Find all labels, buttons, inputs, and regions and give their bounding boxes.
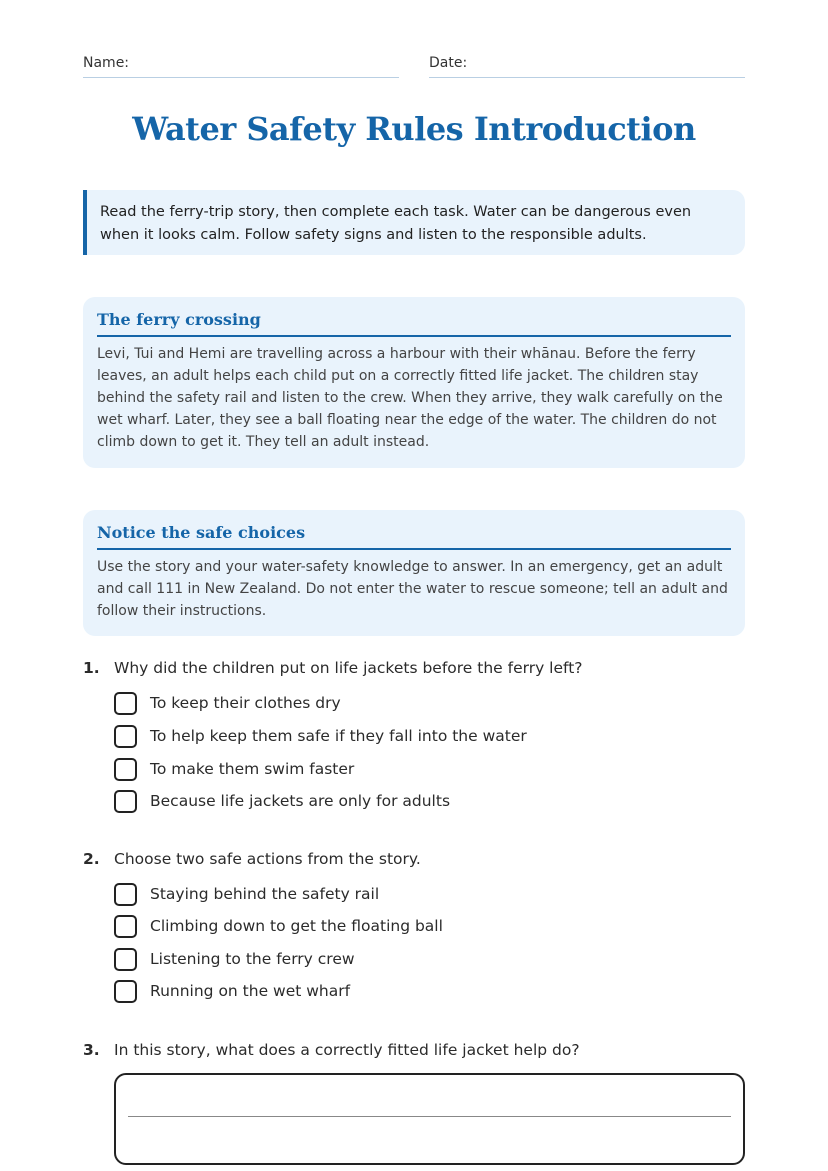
story-section xyxy=(83,297,745,468)
notice-heading: Notice the safe choices xyxy=(97,522,731,550)
story-heading: The ferry crossing xyxy=(97,309,731,337)
option-label: To help keep them safe if they fall into the water xyxy=(150,727,527,745)
intro-callout: Read the ferry-trip story, then complete each task. Water can be dangerous even when it looks calm. Follow safety signs and listen to the responsible adults. xyxy=(83,190,745,255)
question-text: Choose two safe actions from the story. xyxy=(114,850,421,868)
question-number: 2. xyxy=(83,850,100,868)
notice-section xyxy=(83,510,745,636)
option-label: Because life jackets are only for adults xyxy=(150,792,451,810)
option-label: Staying behind the safety rail xyxy=(150,885,380,903)
question-text: In this story, what does a correctly fitted life jacket help do? xyxy=(114,1041,580,1059)
checkbox[interactable] xyxy=(114,883,137,906)
checkbox[interactable] xyxy=(114,758,137,781)
checkbox[interactable] xyxy=(114,692,137,715)
question-number: 1. xyxy=(83,659,100,677)
date-label: Date: xyxy=(429,55,468,71)
story-text: Levi, Tui and Hemi are travelling across a harbour with their whānau. Before the ferry leaves, an adult helps each child put on a correctly fitted life jacket. The children stay behind the safety rail and listen to the crew. When they arrive, they walk carefully on the wet wharf. Later, they see a ball floating near the edge of the water. The children do not climb down to get it. They tell an adult instead. xyxy=(97,346,723,450)
answer-box[interactable] xyxy=(114,1073,745,1165)
page-title: Water Safety Rules Introduction xyxy=(132,110,696,148)
name-label: Name: xyxy=(83,55,130,71)
date-field[interactable] xyxy=(429,52,745,78)
option-label: Listening to the ferry crew xyxy=(150,950,355,968)
answer-line xyxy=(128,1116,731,1117)
name-field[interactable] xyxy=(83,52,399,78)
notice-text: Use the story and your water-safety knowledge to answer. In an emergency, get an adult and call 111 in New Zealand. Do not enter the water to rescue someone; tell an adult and follow their instructions. xyxy=(97,559,728,619)
checkbox[interactable] xyxy=(114,915,137,938)
option-label: To keep their clothes dry xyxy=(150,694,341,712)
question-number: 3. xyxy=(83,1041,100,1059)
checkbox[interactable] xyxy=(114,725,137,748)
option-label: To make them swim faster xyxy=(150,760,355,778)
checkbox[interactable] xyxy=(114,980,137,1003)
checkbox[interactable] xyxy=(114,790,137,813)
checkbox[interactable] xyxy=(114,948,137,971)
question-text: Why did the children put on life jackets before the ferry left? xyxy=(114,659,583,677)
option-label: Running on the wet wharf xyxy=(150,982,351,1000)
option-label: Climbing down to get the floating ball xyxy=(150,917,443,935)
